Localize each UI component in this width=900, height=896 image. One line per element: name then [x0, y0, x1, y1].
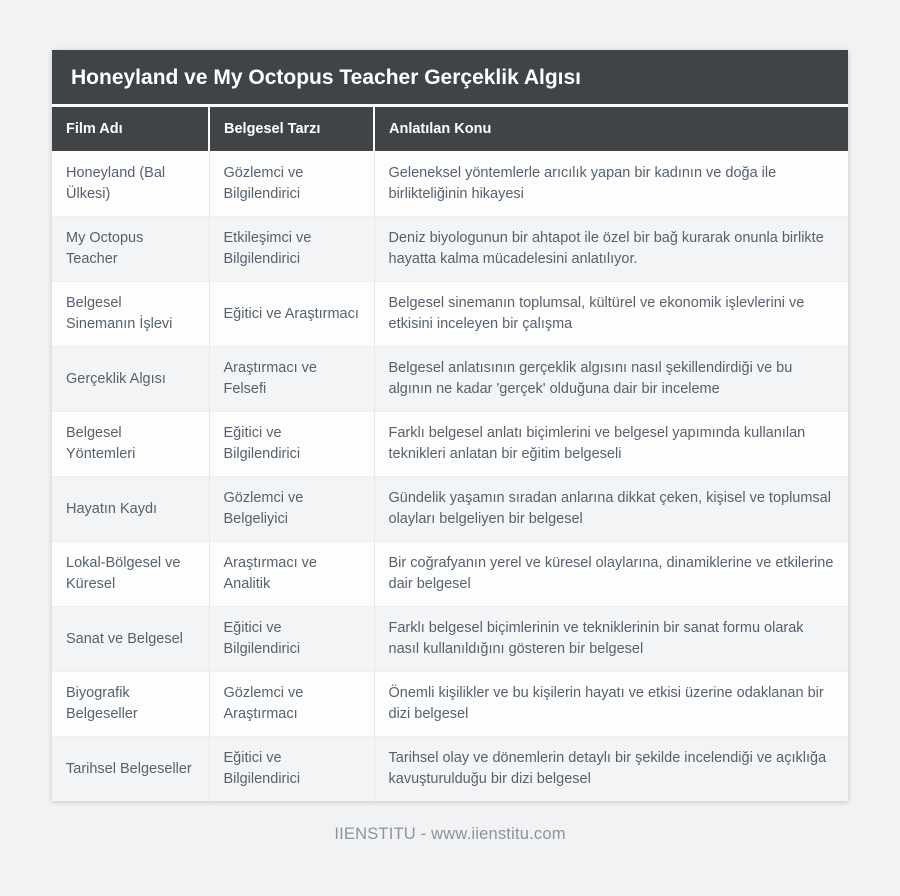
- cell-topic: Deniz biyologunun bir ahtapot ile özel bir bağ kurarak onunla birlikte hayatta kalma mücadelesini anlatılıyor.: [374, 216, 848, 281]
- cell-topic: Bir coğrafyanın yerel ve küresel olaylarına, dinamiklerine ve etkilerine dair belgesel: [374, 541, 848, 606]
- cell-documentary-style: Eğitici ve Bilgilendirici: [209, 736, 374, 801]
- table-row: [52, 411, 848, 476]
- cell-documentary-style: Araştırmacı ve Analitik: [209, 541, 374, 606]
- cell-film-name: Biyografik Belgeseller: [52, 671, 209, 736]
- cell-film-name: Tarihsel Belgeseller: [52, 736, 209, 801]
- cell-documentary-style: Gözlemci ve Belgeliyici: [209, 476, 374, 541]
- cell-topic: Farklı belgesel anlatı biçimlerini ve belgesel yapımında kullanılan teknikleri anlatan bir eğitim belgeseli: [374, 411, 848, 476]
- cell-film-name: Hayatın Kaydı: [52, 476, 209, 541]
- cell-film-name: Belgesel Yöntemleri: [52, 411, 209, 476]
- column-header-anlatilan-konu: Anlatılan Konu: [374, 107, 848, 151]
- table-row: [52, 476, 848, 541]
- cell-documentary-style: Eğitici ve Bilgilendirici: [209, 606, 374, 671]
- cell-film-name: Lokal-Bölgesel ve Küresel: [52, 541, 209, 606]
- cell-documentary-style: Gözlemci ve Bilgilendirici: [209, 151, 374, 216]
- cell-documentary-style: Etkileşimci ve Bilgilendirici: [209, 216, 374, 281]
- cell-film-name: My Octopus Teacher: [52, 216, 209, 281]
- cell-documentary-style: Gözlemci ve Araştırmacı: [209, 671, 374, 736]
- page-title: Honeyland ve My Octopus Teacher Gerçeklik Algısı: [52, 50, 848, 107]
- cell-topic: Tarihsel olay ve dönemlerin detaylı bir şekilde incelendiği ve açıklığa kavuşturulduğu bir dizi belgesel: [374, 736, 848, 801]
- table-row: [52, 541, 848, 606]
- cell-documentary-style: Eğitici ve Araştırmacı: [209, 281, 374, 346]
- cell-film-name: Belgesel Sinemanın İşlevi: [52, 281, 209, 346]
- cell-documentary-style: Araştırmacı ve Felsefi: [209, 346, 374, 411]
- table-row: [52, 216, 848, 281]
- documentary-table: [52, 107, 848, 801]
- cell-film-name: Honeyland (Bal Ülkesi): [66, 164, 166, 202]
- cell-topic: Belgesel sinemanın toplumsal, kültürel ve ekonomik işlevlerini ve etkisini inceleyen bir çalışma: [374, 281, 848, 346]
- footer-attribution: IIENSTITU - www.iienstitu.com: [334, 825, 566, 843]
- documentary-table-card: [52, 50, 848, 801]
- table-row: [52, 606, 848, 671]
- column-header-film-adi: Film Adı: [52, 107, 209, 151]
- cell-film-name: Sanat ve Belgesel: [52, 606, 209, 671]
- cell-topic: Gündelik yaşamın sıradan anlarına dikkat çeken, kişisel ve toplumsal olayları belgeliyen bir belgesel: [374, 476, 848, 541]
- cell-topic: Geleneksel yöntemlerle arıcılık yapan bir kadının ve doğa ile birlikteliğinin hikayesi: [374, 151, 848, 216]
- cell-documentary-style: Eğitici ve Bilgilendirici: [209, 411, 374, 476]
- cell-topic: Farklı belgesel biçimlerinin ve tekniklerinin bir sanat formu olarak nasıl kullanıldığını gösteren bir belgesel: [374, 606, 848, 671]
- table-row: [52, 736, 848, 801]
- cell-film-name: Gerçeklik Algısı: [52, 346, 209, 411]
- table-row: [52, 281, 848, 346]
- table-row: [52, 151, 848, 216]
- table-row: [52, 346, 848, 411]
- cell-topic: Belgesel anlatısının gerçeklik algısını nasıl şekillendirdiği ve bu algının ne kadar 'gerçek' olduğuna dair bir inceleme: [374, 346, 848, 411]
- cell-topic: Önemli kişilikler ve bu kişilerin hayatı ve etkisi üzerine odaklanan bir dizi belgesel: [374, 671, 848, 736]
- column-header-belgesel-tarzi: Belgesel Tarzı: [209, 107, 374, 151]
- table-row: [52, 671, 848, 736]
- table-header-row: [52, 107, 848, 151]
